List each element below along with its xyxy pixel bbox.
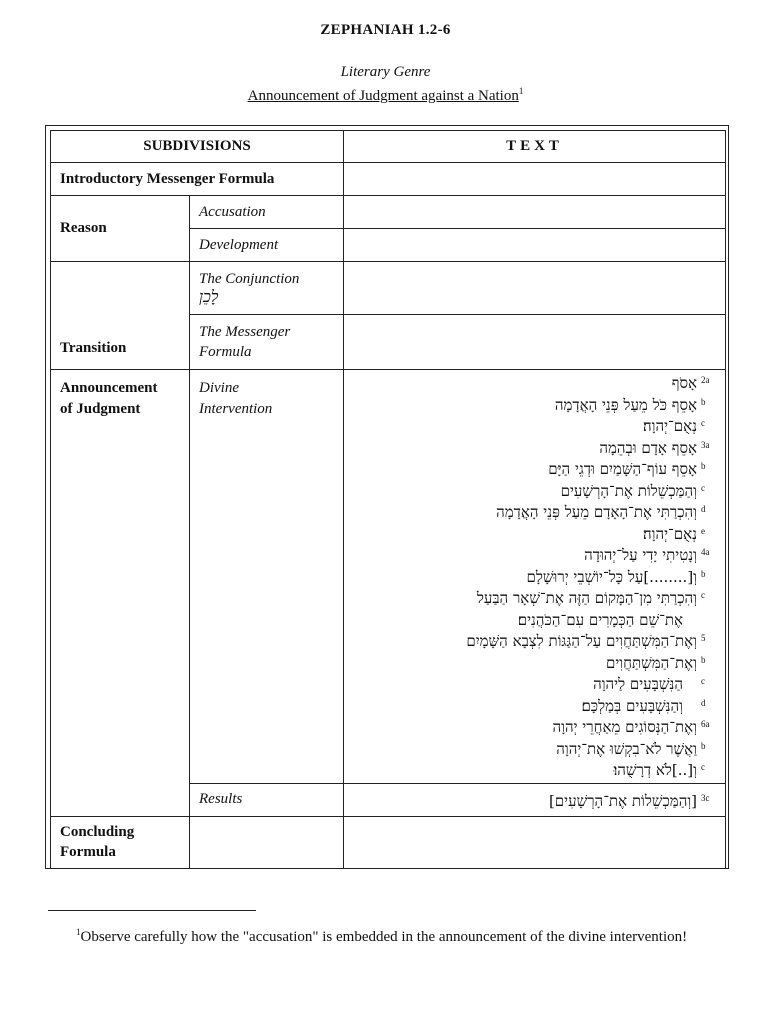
announcement-label-line2: of Judgment [60, 401, 141, 417]
verse-marker: c [701, 418, 706, 428]
hebrew-line: וְהִכְרַתִּי אֶת־הָאָדָם מֵעַל פְּנֵי הָאֲדָמָה d [344, 503, 719, 525]
hebrew-line: וְ[........]עַל כָּל־יוֹשְׁבֵי יְרוּשָׁלָם b [344, 568, 719, 590]
introductory-text-cell [344, 163, 726, 196]
hebrew-line: וְהַמַּכְשֵׁלוֹת אֶת־הָרְשָׁעִים c [344, 482, 719, 504]
hebrew-line: וְנָטִיתִי יָדִי עַל־יְהוּדָה 4a [344, 546, 719, 568]
hebrew-line: וְאֶת־הַמִּשְׁתַּחֲוִים עַל־הַגַּגּוֹת לִצְבָא הַשָּׁמָיִם 5 [344, 632, 719, 654]
results-line [344, 792, 719, 811]
hebrew-line: אָסֵף כֹּל מֵעַל פְּנֵי הָאֲדָמָה b [344, 396, 719, 418]
verse-marker: c [701, 676, 706, 686]
hebrew-line: וְאֶת־הַמִּשְׁתַּחֲוִים b [344, 654, 719, 676]
verse-marker: e [701, 525, 706, 536]
verse-marker: 2a [701, 375, 710, 385]
verse-marker: c [701, 482, 706, 493]
announcement-label [51, 370, 190, 817]
verse-marker: 5 [701, 633, 706, 643]
verse-marker: b [701, 654, 706, 665]
footnote [48, 921, 728, 948]
verse-marker: b [701, 740, 706, 751]
genre-label: Literary Genre [340, 64, 431, 80]
conjunction-cell [190, 262, 344, 315]
verse-marker: d [701, 504, 706, 514]
results-label: Results [190, 783, 344, 816]
row-reason-accusation [51, 196, 726, 229]
footnote-text: Observe carefully how the "accusation" is embedded in the announcement of the divine intervention! [80, 929, 688, 945]
development-text-cell [344, 229, 726, 262]
divine-intervention-line2: Intervention [199, 401, 273, 417]
transition-label: Transition [51, 262, 190, 370]
verse-marker: b [701, 461, 706, 471]
genre-subtitle [0, 86, 771, 105]
verse-marker: c [701, 762, 706, 772]
hebrew-line: וְהַנִּשְׁבָּעִים בְּמַלְכָּם׃ d [344, 697, 719, 719]
genre-subtitle-text: Announcement of Judgment against a Nation [247, 88, 519, 104]
hebrew-text-cell [344, 370, 726, 784]
page-title: ZEPHANIAH 1.2-6 [320, 22, 451, 38]
hebrew-line: וְ[..]לֹא דְרָשֻׁהוּ׃ c [344, 761, 719, 783]
concluding-sub-cell [190, 816, 344, 868]
conjunction-text-cell [344, 262, 726, 315]
hebrew-line: אָסֵף אָדָם וּבְהֵמָה 3a [344, 439, 719, 461]
development-label: Development [190, 229, 344, 262]
concluding-line1: Concluding [60, 824, 135, 840]
table-header-row [51, 131, 726, 163]
hebrew-line: וְהִכְרַתִּי מִן־הַמָּקוֹם הַזֶּה אֶת־שְׁאָר הַבַּעַל c [344, 589, 719, 611]
row-introductory [51, 163, 726, 196]
hebrew-line: וַאֲשֶׁר לֹא־בִקְשׁוּ אֶת־יְהוָה b [344, 740, 719, 762]
results-hebrew: [וְהַמַּכְשֵׁלוֹת אֶת־הָרְשָׁעִים] [548, 792, 698, 810]
divine-intervention-line1: Divine [199, 380, 239, 396]
verse-marker: 6a [701, 719, 710, 729]
hebrew-line: הַנִּשְׁבָּעִים לַיהוָה c [344, 675, 719, 697]
conjunction-label: The Conjunction [199, 271, 300, 287]
header-text: TEXT [344, 131, 726, 163]
concluding-text-cell [344, 816, 726, 868]
divine-intervention-label [190, 370, 344, 784]
verse-marker: b [701, 568, 706, 579]
verse-marker: 3c [701, 793, 710, 803]
row-concluding [51, 816, 726, 868]
row-divine-intervention [51, 370, 726, 784]
verse-marker: 3a [701, 439, 710, 450]
announcement-label-line1: Announcement [60, 380, 158, 396]
hebrew-line: נְאֻם־יְהוָה׃ c [344, 417, 719, 439]
accusation-label: Accusation [190, 196, 344, 229]
introductory-label: Introductory Messenger Formula [51, 163, 344, 196]
hebrew-line: אֶת־שֵׁם הַכְּמָרִים עִם־הַכֹּהֲנִים׃ [517, 610, 684, 629]
verse-marker: d [701, 697, 706, 708]
concluding-line2: Formula [60, 844, 116, 860]
row-transition-conjunction [51, 262, 726, 315]
hebrew-line: אָסֵף עוֹף־הַשָּׁמַיִם וּדְגֵי הַיָּם b [344, 460, 719, 482]
verse-marker: c [701, 590, 706, 600]
messenger-text-cell [344, 315, 726, 370]
hebrew-line: נְאֻם־יְהוָה׃ e [344, 525, 719, 547]
hebrew-line: אָסֹף 2a [344, 374, 719, 396]
reason-label: Reason [51, 196, 190, 262]
verse-marker: b [701, 396, 706, 407]
results-text-cell [344, 783, 726, 816]
hebrew-line: וְאֶת־הַנְּסוֹגִים מֵאַחֲרֵי יְהוָה 6a [344, 718, 719, 740]
accusation-text-cell [344, 196, 726, 229]
structure-table [50, 130, 726, 869]
messenger-formula-label: The Messenger Formula [190, 315, 344, 370]
concluding-label [51, 816, 190, 868]
footnote-rule [48, 910, 256, 911]
conjunction-hebrew: לָכֵן [199, 287, 219, 306]
verse-marker: 4a [701, 547, 710, 557]
header-subdivisions: SUBDIVISIONS [51, 131, 344, 163]
footnote-ref: 1 [518, 86, 524, 96]
footnote-marker: 1 [76, 927, 81, 937]
